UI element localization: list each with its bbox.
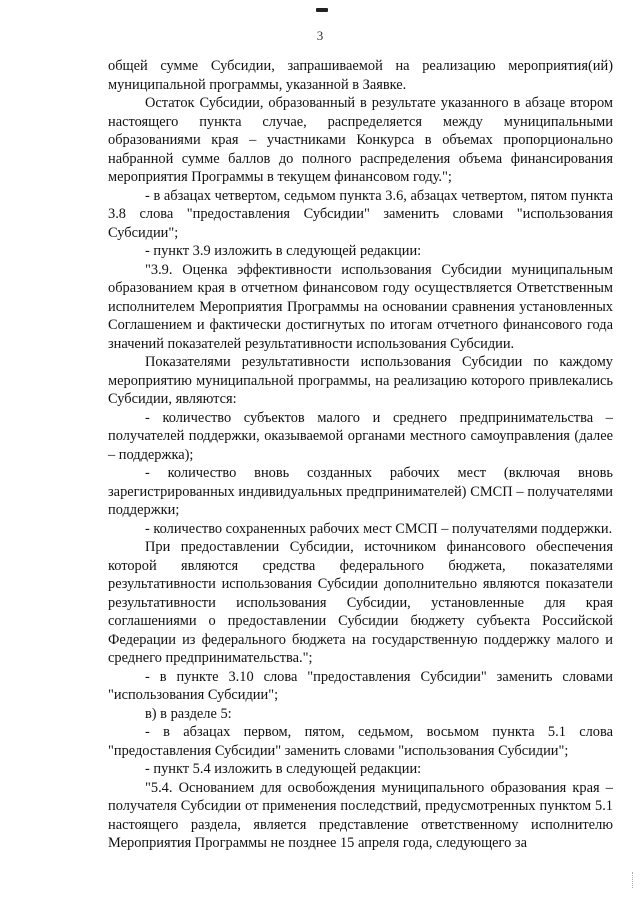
paragraph: "3.9. Оценка эффективности использования Субсидии муниципальным образованием края в отчетном финансовом году осуществляется Ответственным исполнителем Мероприятия Программы на основании сравнения установленных Соглашением и фактически достигнутых по итогам отчетного финансового года значений показателей результативности использования Субсидии. bbox=[108, 261, 613, 352]
paragraph: общей сумме Субсидии, запрашиваемой на реализацию мероприятия(ий) муниципальной программы, указанной в Заявке. bbox=[108, 58, 613, 93]
page-number: 3 bbox=[316, 28, 324, 43]
paragraph: - в абзацах первом, пятом, седьмом, восьмом пункта 5.1 слова "предоставления Субсидии" заменить словами "использования Субсидии"; bbox=[108, 724, 613, 759]
paragraph: Остаток Субсидии, образованный в результате указанного в абзаце втором настоящего пункта случае, распределяется между муниципальными образованиями края – участниками Конкурса в объемах пропорционально набранной сумме баллов до полного распределения объема финансирования мероприятия Программы в текущем финансовом году."; bbox=[108, 95, 613, 185]
scan-mark bbox=[316, 8, 328, 12]
paragraph: - в пункте 3.10 слова "предоставления Субсидии" заменить словами "использования Субсидии"; bbox=[108, 668, 613, 703]
paragraph: - количество вновь созданных рабочих мест (включая вновь зарегистрированных индивидуальных предпринимателей) СМСП – получателями поддержки; bbox=[108, 465, 613, 518]
paragraph: - количество субъектов малого и среднего предпринимательства – получателей поддержки, оказываемой органами местного самоуправления (далее – поддержка); bbox=[108, 409, 613, 463]
paragraph: в) в разделе 5: bbox=[145, 705, 232, 722]
paragraph: "5.4. Основанием для освобождения муниципального образования края – получателя Субсидии от применения последствий, предусмотренных пунктом 5.1 настоящего раздела, является представление ответственному исполнителю Мероприятия Программы не позднее 15 апреля года, следующего за bbox=[108, 779, 613, 851]
document-body bbox=[108, 57, 613, 853]
paragraph: - количество сохраненных рабочих мест СМСП – получателями поддержки. bbox=[145, 520, 613, 537]
paragraph: - пункт 5.4 изложить в следующей редакции: bbox=[145, 761, 422, 777]
paragraph: Показателями результативности использования Субсидии по каждому мероприятию муниципальной программы, на реализацию которого привлекались Субсидии, являются: bbox=[108, 354, 613, 407]
paragraph: При предоставлении Субсидии, источником финансового обеспечения которой являются средства федерального бюджета, показателями результативности использования Субсидии дополнительно являются показатели результативности использования Субсидии, установленные для края соглашениями о предоставлении Субсидии бюджету субъекта Российской Федерации из федерального бюджета на государственную поддержку малого и среднего предпринимательства."; bbox=[108, 539, 613, 666]
paragraph: - пункт 3.9 изложить в следующей редакции: bbox=[145, 243, 422, 259]
scan-edge-artifact bbox=[612, 872, 633, 888]
paragraph: - в абзацах четвертом, седьмом пункта 3.6, абзацах четвертом, пятом пункта 3.8 слова "предоставления Субсидии" заменить словами "использования Субсидии"; bbox=[108, 187, 613, 241]
